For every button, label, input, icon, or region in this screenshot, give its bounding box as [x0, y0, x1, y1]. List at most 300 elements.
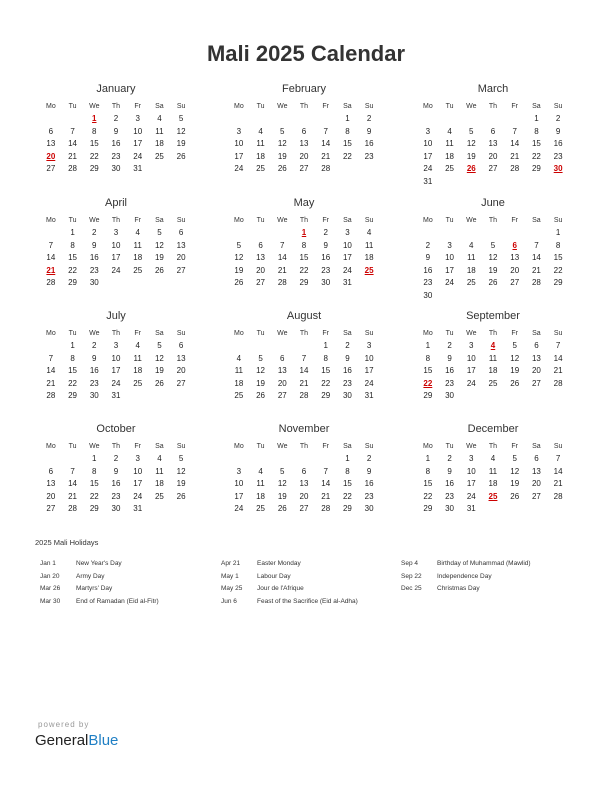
day-cell: 17: [133, 479, 143, 488]
day-cell: 22: [553, 265, 563, 275]
day-cell: 15: [299, 253, 309, 262]
day-cell: 11: [488, 466, 498, 476]
day-cell: 2: [366, 114, 372, 123]
weekday-header: Tu: [68, 217, 77, 224]
day-cell: 17: [234, 491, 244, 501]
day-cell: 19: [510, 366, 520, 375]
day-cell: 12: [488, 253, 498, 262]
day-cell: 1: [534, 114, 539, 123]
holiday-name: Easter Monday: [257, 560, 301, 567]
day-cell: 5: [178, 454, 184, 463]
day-cell: 23: [321, 265, 331, 275]
day-cell: 30: [321, 278, 331, 287]
day-cell: 19: [154, 366, 164, 375]
day-cell: 8: [425, 353, 431, 363]
day-cell: 15: [531, 139, 541, 148]
day-cell: 10: [466, 353, 476, 363]
day-cell: 30: [423, 290, 433, 300]
day-cell: 12: [510, 466, 520, 476]
empty-cell: [460, 113, 482, 126]
empty-cell: [228, 227, 250, 240]
day-cell: 5: [512, 341, 517, 350]
day-cell: 2: [447, 454, 452, 463]
day-cell: 9: [555, 126, 561, 136]
month-days-grid: [40, 214, 192, 290]
holiday-date: 4: [490, 341, 496, 350]
day-cell: 3: [447, 240, 452, 250]
weekday-header: Th: [488, 443, 498, 450]
day-cell: 8: [425, 466, 431, 476]
day-cell: 5: [469, 126, 474, 136]
day-cell: 4: [490, 454, 496, 463]
weekday-header: Mo: [422, 443, 433, 450]
month-days-grid: [40, 327, 192, 403]
holiday-name: End of Ramadan (Eid al-Fitr): [76, 597, 159, 605]
day-cell: 19: [176, 139, 186, 148]
day-cell: 12: [466, 139, 476, 148]
day-cell: 18: [154, 139, 164, 148]
day-cell: 15: [68, 366, 78, 375]
month-name: June: [481, 197, 505, 209]
empty-cell: [293, 453, 315, 466]
month-name: July: [106, 310, 126, 322]
day-cell: 19: [256, 378, 266, 388]
day-cell: 29: [423, 391, 433, 400]
weekday-header: We: [89, 103, 100, 110]
day-cell: 31: [133, 504, 143, 513]
day-cell: 9: [425, 253, 431, 262]
day-cell: 17: [445, 265, 455, 275]
weekday-header: We: [466, 443, 477, 450]
day-cell: 6: [258, 240, 263, 250]
day-cell: 16: [364, 139, 374, 148]
day-cell: 31: [423, 176, 433, 186]
day-cell: 31: [364, 391, 374, 400]
day-cell: 17: [111, 366, 121, 375]
month-name: August: [286, 310, 322, 322]
weekday-header: We: [466, 330, 477, 337]
day-cell: 1: [425, 454, 431, 463]
day-cell: 26: [154, 265, 164, 275]
day-cell: 8: [92, 126, 97, 136]
month-days-grid: [417, 214, 569, 302]
day-cell: 11: [256, 479, 265, 488]
weekday-header: We: [277, 330, 288, 337]
day-cell: 3: [425, 126, 431, 136]
day-cell: 23: [364, 491, 374, 501]
day-cell: 13: [531, 466, 541, 476]
day-cell: 13: [531, 353, 541, 363]
day-cell: 10: [234, 479, 244, 488]
holiday-name: Feast of the Sacrifice (Eid al-Adha): [257, 597, 358, 605]
empty-cell: [417, 113, 439, 126]
holiday-name: New Year's Day: [76, 560, 122, 567]
brand-name-part1: General: [35, 732, 89, 749]
day-cell: 12: [176, 126, 186, 136]
empty-cell: [62, 113, 84, 126]
day-cell: 25: [445, 164, 455, 173]
holiday-item: [401, 583, 576, 596]
day-cell: 20: [299, 151, 309, 161]
day-cell: 18: [256, 491, 266, 501]
weekday-header: Su: [364, 330, 374, 337]
day-cell: 23: [445, 491, 455, 501]
day-cell: 23: [423, 278, 433, 287]
day-cell: 7: [555, 454, 561, 463]
day-cell: 29: [531, 164, 541, 173]
weekday-header: Sa: [155, 330, 164, 337]
weekday-header: Tu: [68, 330, 77, 337]
day-cell: 5: [258, 353, 263, 363]
holiday-item: [221, 558, 396, 571]
month-name: April: [104, 197, 127, 209]
month-name: December: [467, 423, 519, 435]
day-cell: 27: [531, 491, 541, 501]
day-cell: 28: [553, 491, 563, 501]
weekday-header: We: [89, 443, 100, 450]
holiday-column: [221, 558, 396, 608]
day-cell: 23: [364, 151, 374, 161]
weekday-header: Tu: [445, 330, 454, 337]
day-cell: 14: [68, 479, 78, 488]
day-cell: 3: [345, 228, 350, 237]
day-cell: 7: [48, 240, 54, 250]
empty-cell: [526, 227, 548, 240]
weekday-header: Fr: [134, 217, 141, 224]
empty-cell: [250, 113, 272, 126]
day-cell: 30: [89, 391, 99, 400]
day-cell: 29: [321, 391, 331, 400]
day-cell: 13: [510, 253, 520, 262]
day-cell: 26: [234, 278, 244, 287]
day-cell: 11: [488, 353, 498, 363]
day-cell: 15: [89, 139, 99, 148]
weekday-header: Sa: [343, 330, 352, 337]
empty-cell: [271, 227, 293, 240]
month-days-grid: [228, 214, 380, 290]
day-cell: 6: [178, 341, 184, 350]
day-cell: 10: [342, 240, 352, 250]
day-cell: 23: [342, 378, 352, 388]
day-cell: 28: [299, 391, 309, 400]
day-cell: 20: [256, 265, 266, 275]
day-cell: 20: [176, 366, 186, 375]
day-cell: 14: [321, 139, 331, 148]
day-cell: 9: [366, 126, 372, 136]
weekday-header: We: [89, 217, 100, 224]
day-cell: 2: [447, 341, 452, 350]
day-cell: 7: [534, 240, 539, 250]
day-cell: 29: [68, 278, 78, 287]
day-cell: 2: [366, 454, 372, 463]
day-cell: 25: [466, 278, 476, 287]
day-cell: 26: [510, 491, 520, 501]
day-cell: 12: [154, 353, 164, 363]
weekday-header: Sa: [155, 217, 164, 224]
day-cell: 4: [157, 114, 162, 123]
month-days-grid: [417, 327, 569, 403]
day-cell: 20: [531, 479, 541, 488]
day-cell: 28: [510, 164, 520, 173]
day-cell: 2: [345, 341, 350, 350]
day-cell: 29: [89, 504, 99, 513]
weekday-header: Th: [299, 103, 309, 110]
day-cell: 29: [299, 278, 309, 287]
holiday-item: [221, 571, 396, 584]
day-cell: 23: [111, 151, 121, 161]
weekday-header: Tu: [256, 443, 265, 450]
holiday-date-label: May 25: [221, 585, 243, 592]
month-february: [228, 82, 380, 176]
day-cell: 19: [510, 479, 520, 488]
day-cell: 20: [176, 253, 186, 262]
day-cell: 22: [342, 491, 352, 501]
day-cell: 7: [323, 126, 328, 136]
empty-cell: [460, 227, 482, 240]
day-cell: 24: [111, 378, 121, 388]
day-cell: 12: [154, 240, 164, 250]
day-cell: 14: [277, 253, 287, 262]
weekday-header: Mo: [45, 443, 56, 450]
day-cell: 23: [553, 151, 563, 161]
day-cell: 18: [466, 265, 476, 275]
day-cell: 22: [68, 378, 78, 388]
day-cell: 2: [92, 341, 97, 350]
day-cell: 23: [89, 378, 99, 388]
day-cell: 28: [321, 164, 331, 173]
day-cell: 16: [445, 479, 455, 488]
month-name: October: [96, 423, 136, 435]
day-cell: 29: [89, 164, 99, 173]
empty-cell: [40, 227, 62, 240]
day-cell: 7: [323, 466, 328, 476]
day-cell: 17: [234, 151, 244, 161]
holiday-item: [40, 571, 215, 584]
day-cell: 19: [176, 479, 186, 488]
day-cell: 21: [321, 151, 331, 161]
weekday-header: Su: [176, 217, 186, 224]
weekday-header: Sa: [155, 443, 164, 450]
day-cell: 31: [111, 391, 121, 400]
day-cell: 13: [176, 240, 186, 250]
day-cell: 9: [345, 353, 350, 363]
weekday-header: We: [277, 443, 288, 450]
day-cell: 28: [553, 378, 563, 388]
holiday-date-label: Jun 6: [221, 597, 237, 605]
empty-cell: [228, 340, 250, 353]
day-cell: 12: [176, 466, 186, 476]
day-cell: 28: [321, 504, 331, 513]
day-cell: 18: [133, 366, 143, 375]
weekday-header: Fr: [511, 103, 518, 110]
day-cell: 10: [111, 240, 121, 250]
day-cell: 17: [423, 151, 433, 161]
day-cell: 12: [256, 366, 266, 375]
day-cell: 27: [176, 265, 186, 275]
month-june: [417, 196, 569, 302]
month-name: February: [281, 83, 327, 95]
day-cell: 18: [364, 253, 374, 262]
day-cell: 30: [111, 504, 121, 513]
weekday-header: Tu: [256, 217, 265, 224]
day-cell: 5: [157, 341, 162, 350]
day-cell: 18: [488, 479, 498, 488]
day-cell: 4: [258, 126, 263, 136]
weekday-header: Sa: [532, 330, 541, 337]
day-cell: 7: [555, 341, 561, 350]
day-cell: 28: [68, 504, 78, 513]
day-cell: 6: [48, 126, 54, 136]
day-cell: 14: [299, 366, 309, 375]
day-cell: 16: [111, 139, 121, 148]
day-cell: 10: [133, 466, 143, 476]
weekday-header: Tu: [445, 103, 454, 110]
day-cell: 13: [488, 139, 498, 148]
weekday-header: Fr: [134, 103, 141, 110]
day-cell: 29: [423, 504, 433, 513]
day-cell: 13: [176, 353, 186, 363]
day-cell: 20: [277, 378, 287, 388]
day-cell: 23: [445, 378, 455, 388]
day-cell: 16: [445, 366, 455, 375]
holiday-date: 1: [92, 114, 97, 123]
month-october: [40, 422, 192, 516]
day-cell: 17: [466, 366, 476, 375]
day-cell: 29: [68, 391, 78, 400]
day-cell: 22: [299, 265, 309, 275]
weekday-header: Th: [488, 103, 498, 110]
day-cell: 14: [510, 139, 520, 148]
empty-cell: [293, 113, 315, 126]
day-cell: 5: [512, 454, 517, 463]
day-cell: 26: [488, 278, 498, 287]
empty-cell: [504, 227, 526, 240]
day-cell: 8: [70, 240, 75, 250]
holiday-name: Martyrs' Day: [76, 585, 113, 592]
day-cell: 28: [277, 278, 287, 287]
day-cell: 22: [89, 151, 99, 161]
holiday-date-label: Mar 30: [40, 597, 61, 605]
day-cell: 3: [469, 341, 474, 350]
empty-cell: [504, 113, 526, 126]
day-cell: 11: [155, 126, 164, 136]
weekday-header: Th: [111, 217, 121, 224]
day-cell: 1: [70, 341, 75, 350]
month-days-grid: [228, 440, 380, 516]
weekday-header: Su: [364, 103, 374, 110]
weekday-header: Fr: [322, 217, 329, 224]
holiday-date: 21: [46, 265, 56, 275]
day-cell: 12: [510, 353, 520, 363]
day-cell: 26: [176, 151, 186, 161]
holiday-column: [40, 558, 215, 608]
weekday-header: Su: [553, 330, 563, 337]
holiday-date: 20: [46, 151, 56, 161]
empty-cell: [228, 453, 250, 466]
empty-cell: [439, 227, 461, 240]
day-cell: 21: [68, 151, 78, 161]
day-cell: 28: [46, 391, 56, 400]
day-cell: 30: [445, 391, 455, 400]
weekday-header: Mo: [233, 443, 244, 450]
day-cell: 15: [423, 366, 433, 375]
day-cell: 18: [133, 253, 143, 262]
month-name: March: [477, 83, 509, 95]
day-cell: 9: [92, 240, 97, 250]
day-cell: 2: [113, 454, 119, 463]
day-cell: 18: [445, 151, 455, 161]
month-name: January: [96, 83, 136, 95]
day-cell: 22: [423, 491, 433, 501]
day-cell: 22: [531, 151, 541, 161]
day-cell: 17: [111, 253, 121, 262]
day-cell: 23: [111, 491, 121, 501]
day-cell: 12: [234, 253, 244, 262]
day-cell: 24: [342, 265, 352, 275]
month-may: [228, 196, 380, 290]
weekday-header: Mo: [233, 103, 244, 110]
day-cell: 3: [366, 341, 372, 350]
empty-cell: [250, 227, 272, 240]
month-january: [40, 82, 192, 176]
day-cell: 14: [553, 466, 563, 476]
day-cell: 19: [488, 265, 498, 275]
day-cell: 11: [256, 139, 265, 148]
day-cell: 16: [89, 366, 99, 375]
day-cell: 1: [555, 228, 561, 237]
day-cell: 11: [467, 253, 476, 262]
weekday-header: Th: [299, 217, 309, 224]
weekday-header: Mo: [233, 217, 244, 224]
day-cell: 20: [531, 366, 541, 375]
day-cell: 6: [534, 454, 539, 463]
day-cell: 13: [299, 139, 309, 148]
day-cell: 4: [135, 341, 140, 350]
day-cell: 25: [234, 391, 244, 400]
empty-cell: [439, 113, 461, 126]
holiday-date: 30: [553, 164, 563, 173]
day-cell: 24: [111, 265, 121, 275]
day-cell: 7: [48, 353, 54, 363]
day-cell: 27: [256, 278, 266, 287]
day-cell: 22: [68, 265, 78, 275]
holiday-date-label: Sep 4: [401, 560, 418, 567]
day-cell: 10: [234, 139, 244, 148]
month-april: [40, 196, 192, 290]
empty-cell: [40, 453, 62, 466]
empty-cell: [417, 227, 439, 240]
day-cell: 15: [342, 139, 352, 148]
month-november: [228, 422, 380, 516]
month-march: [417, 82, 569, 188]
holiday-item: [401, 558, 576, 571]
holiday-name: Christmas Day: [437, 585, 480, 592]
powered-by-label: powered by: [38, 720, 90, 729]
day-cell: 29: [342, 504, 352, 513]
day-cell: 31: [466, 504, 476, 513]
weekday-header: Su: [176, 103, 186, 110]
weekday-header: We: [466, 103, 477, 110]
holiday-date: 6: [512, 240, 517, 250]
empty-cell: [228, 113, 250, 126]
day-cell: 16: [321, 253, 331, 262]
day-cell: 22: [89, 491, 99, 501]
day-cell: 21: [68, 491, 78, 501]
day-cell: 22: [342, 151, 352, 161]
day-cell: 15: [342, 479, 352, 488]
day-cell: 30: [364, 504, 374, 513]
day-cell: 24: [133, 151, 143, 161]
